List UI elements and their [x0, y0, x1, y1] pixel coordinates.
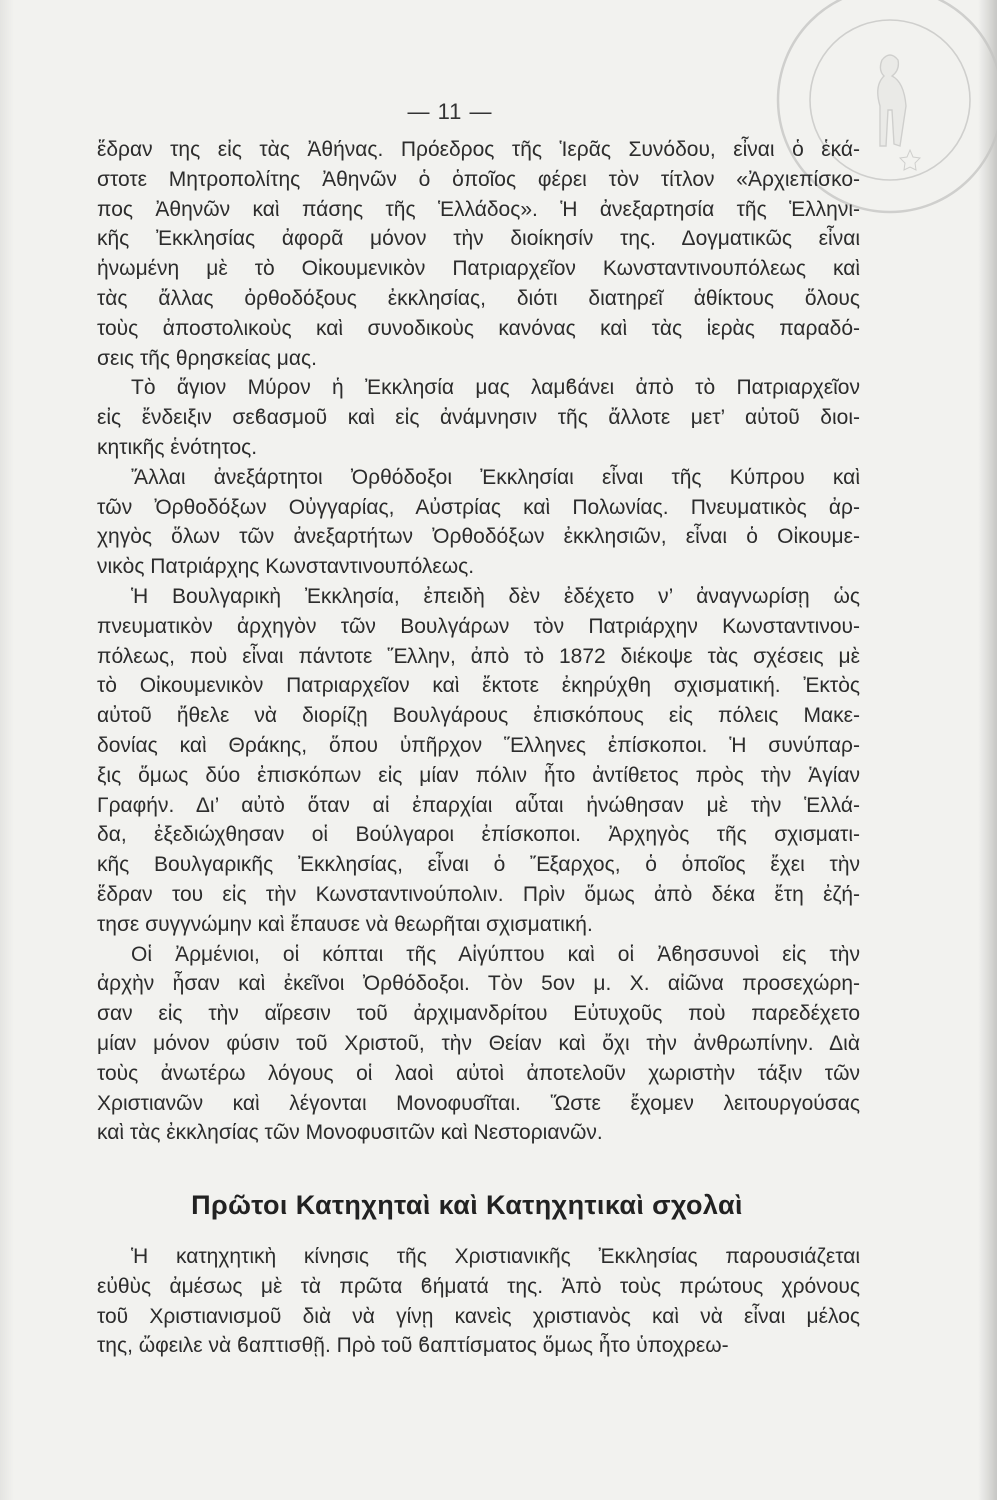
section-heading: Πρῶτοι Κατηχηταὶ καὶ Κατηχητικαὶ σχολαὶ — [191, 1190, 743, 1220]
page-edge-shadow-left — [0, 0, 14, 1500]
text-line: πος Ἀθηνῶν καὶ πάσης τῆς Ἑλλάδος». Ἡ ἀνεξαρτησία τῆς Ἑλληνι- — [97, 197, 860, 221]
text-line: ἕδραν της εἰς τὰς Ἀθήνας. Πρόεδρος τῆς Ἱερᾶς Συνόδου, εἶναι ὁ ἑκά- — [97, 138, 860, 161]
text-line: κητικῆς ἑνότητος. — [97, 435, 258, 459]
text-line: μίαν μόνον φύσιν τοῦ Χριστοῦ, τὴν Θείαν καὶ ὄχι τὴν ἀνθρωπίνην. Διὰ — [97, 1031, 860, 1055]
text-line: δονίας καὶ Θράκης, ὅπου ὑπῆρχον Ἕλληνες ἐπίσκοποι. Ἡ συνύπαρ- — [97, 733, 860, 757]
text-line: Χριστιανῶν καὶ λέγονται Μονοφυσῖται. Ὥστε ἔχομεν λειτουργούσας — [97, 1091, 860, 1115]
text-line: Ἡ Βουλγαρικὴ Ἐκκλησία, ἐπειδὴ δὲν ἐδέχετο ν’ ἀναγνωρίσῃ ὡς — [131, 584, 860, 608]
text-line: τῶν Ὀρθοδόξων Οὐγγαρίας, Αὐστρίας καὶ Πολωνίας. Πνευματικὸς ἀρ- — [97, 495, 860, 519]
section-text-block — [97, 1242, 860, 1361]
seal-star-icon — [900, 150, 920, 170]
text-line: τησε συγγνώμην καὶ ἔπαυσε νὰ θεωρῆται σχισματική. — [97, 912, 593, 936]
seal-figure-icon — [878, 55, 906, 146]
text-line: χηγὸς ὅλων τῶν ἀνεξαρτήτων Ὀρθοδόξων ἐκκλησιῶν, εἶναι ὁ Οἰκουμε- — [97, 525, 860, 549]
text-line: ξις ὅμως δύο ἐπισκόπων εἰς μίαν πόλιν ἦτο ἀντίθετος πρὸς τὴν Ἁγίαν — [97, 763, 860, 787]
text-line: τοὺς ἀνωτέρω λόγους οἱ λαοὶ αὐτοὶ ἀποτελοῦν χωριστὴν τάξιν τῶν — [97, 1061, 860, 1085]
text-line: κῆς Ἐκκλησίας ἀφορᾶ μόνον τὴν διοίκησίν της. Δογματικῶς εἶναι — [97, 227, 860, 251]
text-line: εἰς ἔνδειξιν σεϐασμοῦ καὶ εἰς ἀνάμνησιν τῆς ἄλλοτε μετ’ αὐτοῦ διοι- — [97, 406, 860, 430]
paragraph — [97, 940, 860, 1149]
paragraph — [97, 582, 860, 940]
text-line: πνευματικὸν ἀρχηγὸν τῶν Βουλγάρων τὸν Πατριάρχην Κωνσταντινου- — [97, 614, 860, 638]
text-line: τὰς ἄλλας ὀρθοδόξους ἐκκλησίας, διότι διατηρεῖ ἀθίκτους ὅλους — [97, 286, 860, 310]
text-line: σεις τῆς θρησκείας μας. — [97, 346, 317, 370]
text-line: ἀρχὴν ἦσαν καὶ ἐκεῖνοι Ὀρθόδοξοι. Τὸν 5ον μ. Χ. αἰῶνα προσεχώρη- — [97, 972, 860, 996]
text-line: στοτε Μητροπολίτης Ἀθηνῶν ὁ ὁποῖος φέρει τὸν τίτλον «Ἀρχιεπίσκο- — [97, 167, 860, 191]
text-line: εὐθὺς ἀμέσως μὲ τὰ πρῶτα ϐήματά της. Ἀπὸ τοὺς πρώτους χρόνους — [97, 1274, 860, 1298]
text-line: πόλεως, ποὺ εἶναι πάντοτε Ἕλλην, ἀπὸ τὸ 1872 διέκοψε τὰς σχέσεις μὲ — [97, 644, 860, 668]
text-line: Ἡ κατηχητικὴ κίνησις τῆς Χριστιανικῆς Ἐκκλησίας παρουσιάζεται — [131, 1245, 860, 1268]
text-line: Ἄλλαι ἀνεξάρτητοι Ὀρθόδοξοι Ἐκκλησίαι εἶναι τῆς Κύπρου καὶ — [131, 465, 860, 489]
text-line: Τὸ ἅγιον Μύρον ἡ Ἐκκλησία μας λαμϐάνει ἀπὸ τὸ Πατριαρχεῖον — [131, 376, 860, 400]
text-line: τὸ Οἰκουμενικὸν Πατριαρχεῖον καὶ ἔκτοτε ἐκηρύχθη σχισματική. Ἐκτὸς — [97, 674, 860, 698]
paragraph — [97, 135, 860, 373]
paragraph — [97, 1242, 860, 1361]
main-text-block — [97, 135, 860, 1148]
text-line: ἡνωμένη μὲ τὸ Οἰκουμενικὸν Πατριαρχεῖον Κωνσταντινουπόλεως καὶ — [97, 257, 860, 281]
text-line: κῆς Βουλγαρικῆς Ἐκκλησίας, εἶναι ὁ Ἔξαρχος, ὁ ὁποῖος ἔχει τὴν — [97, 853, 860, 877]
text-line: δα, ἐξεδιώχθησαν οἱ Βούλγαροι ἐπίσκοποι. Ἀρχηγὸς τῆς σχισματι- — [97, 823, 860, 847]
text-line: σαν εἰς τὴν αἵρεσιν τοῦ ἀρχιμανδρίτου Εὐτυχοῦς ποὺ παρεδέχετο — [97, 1002, 860, 1026]
text-line: καὶ τὰς ἐκκλησίας τῶν Μονοφυσιτῶν καὶ Νεστοριανῶν. — [97, 1121, 603, 1145]
paragraph — [97, 373, 860, 462]
text-line: Γραφήν. Δι’ αὐτὸ ὅταν αἱ ἐπαρχίαι αὗται ἡνώθησαν μὲ τὴν Ἑλλά- — [97, 793, 860, 817]
text-line: νικὸς Πατριάρχης Κωνσταντινουπόλεως. — [97, 555, 475, 579]
text-line: της, ὤφειλε νὰ ϐαπτισθῇ. Πρὸ τοῦ ϐαπτίσματος ὅμως ἦτο ὑποχρεω- — [97, 1334, 729, 1358]
page-number: — 11 — — [407, 99, 493, 124]
text-line: Οἱ Ἀρμένιοι, οἱ κόπται τῆς Αἰγύπτου καὶ οἱ Ἀϐησσυνοὶ εἰς τὴν — [131, 942, 860, 966]
text-line: αὐτοῦ ἤθελε νὰ διορίζῃ Βουλγάρους ἐπισκόπους εἰς πόλεις Μακε- — [97, 704, 860, 728]
text-line: τοῦ Χριστιανισμοῦ διὰ νὰ γίνῃ κανεὶς χριστιανὸς καὶ νὰ εἶναι μέλος — [97, 1304, 860, 1328]
text-line: ἕδραν του εἰς τὴν Κωνσταντινούπολιν. Πρὶν ὅμως ἀπὸ δέκα ἔτη ἐζή- — [97, 882, 860, 906]
paragraph — [97, 463, 860, 582]
text-line: τοὺς ἀποστολικοὺς καὶ συνοδικοὺς κανόνας καὶ τὰς ἱερὰς παραδό- — [97, 316, 860, 340]
